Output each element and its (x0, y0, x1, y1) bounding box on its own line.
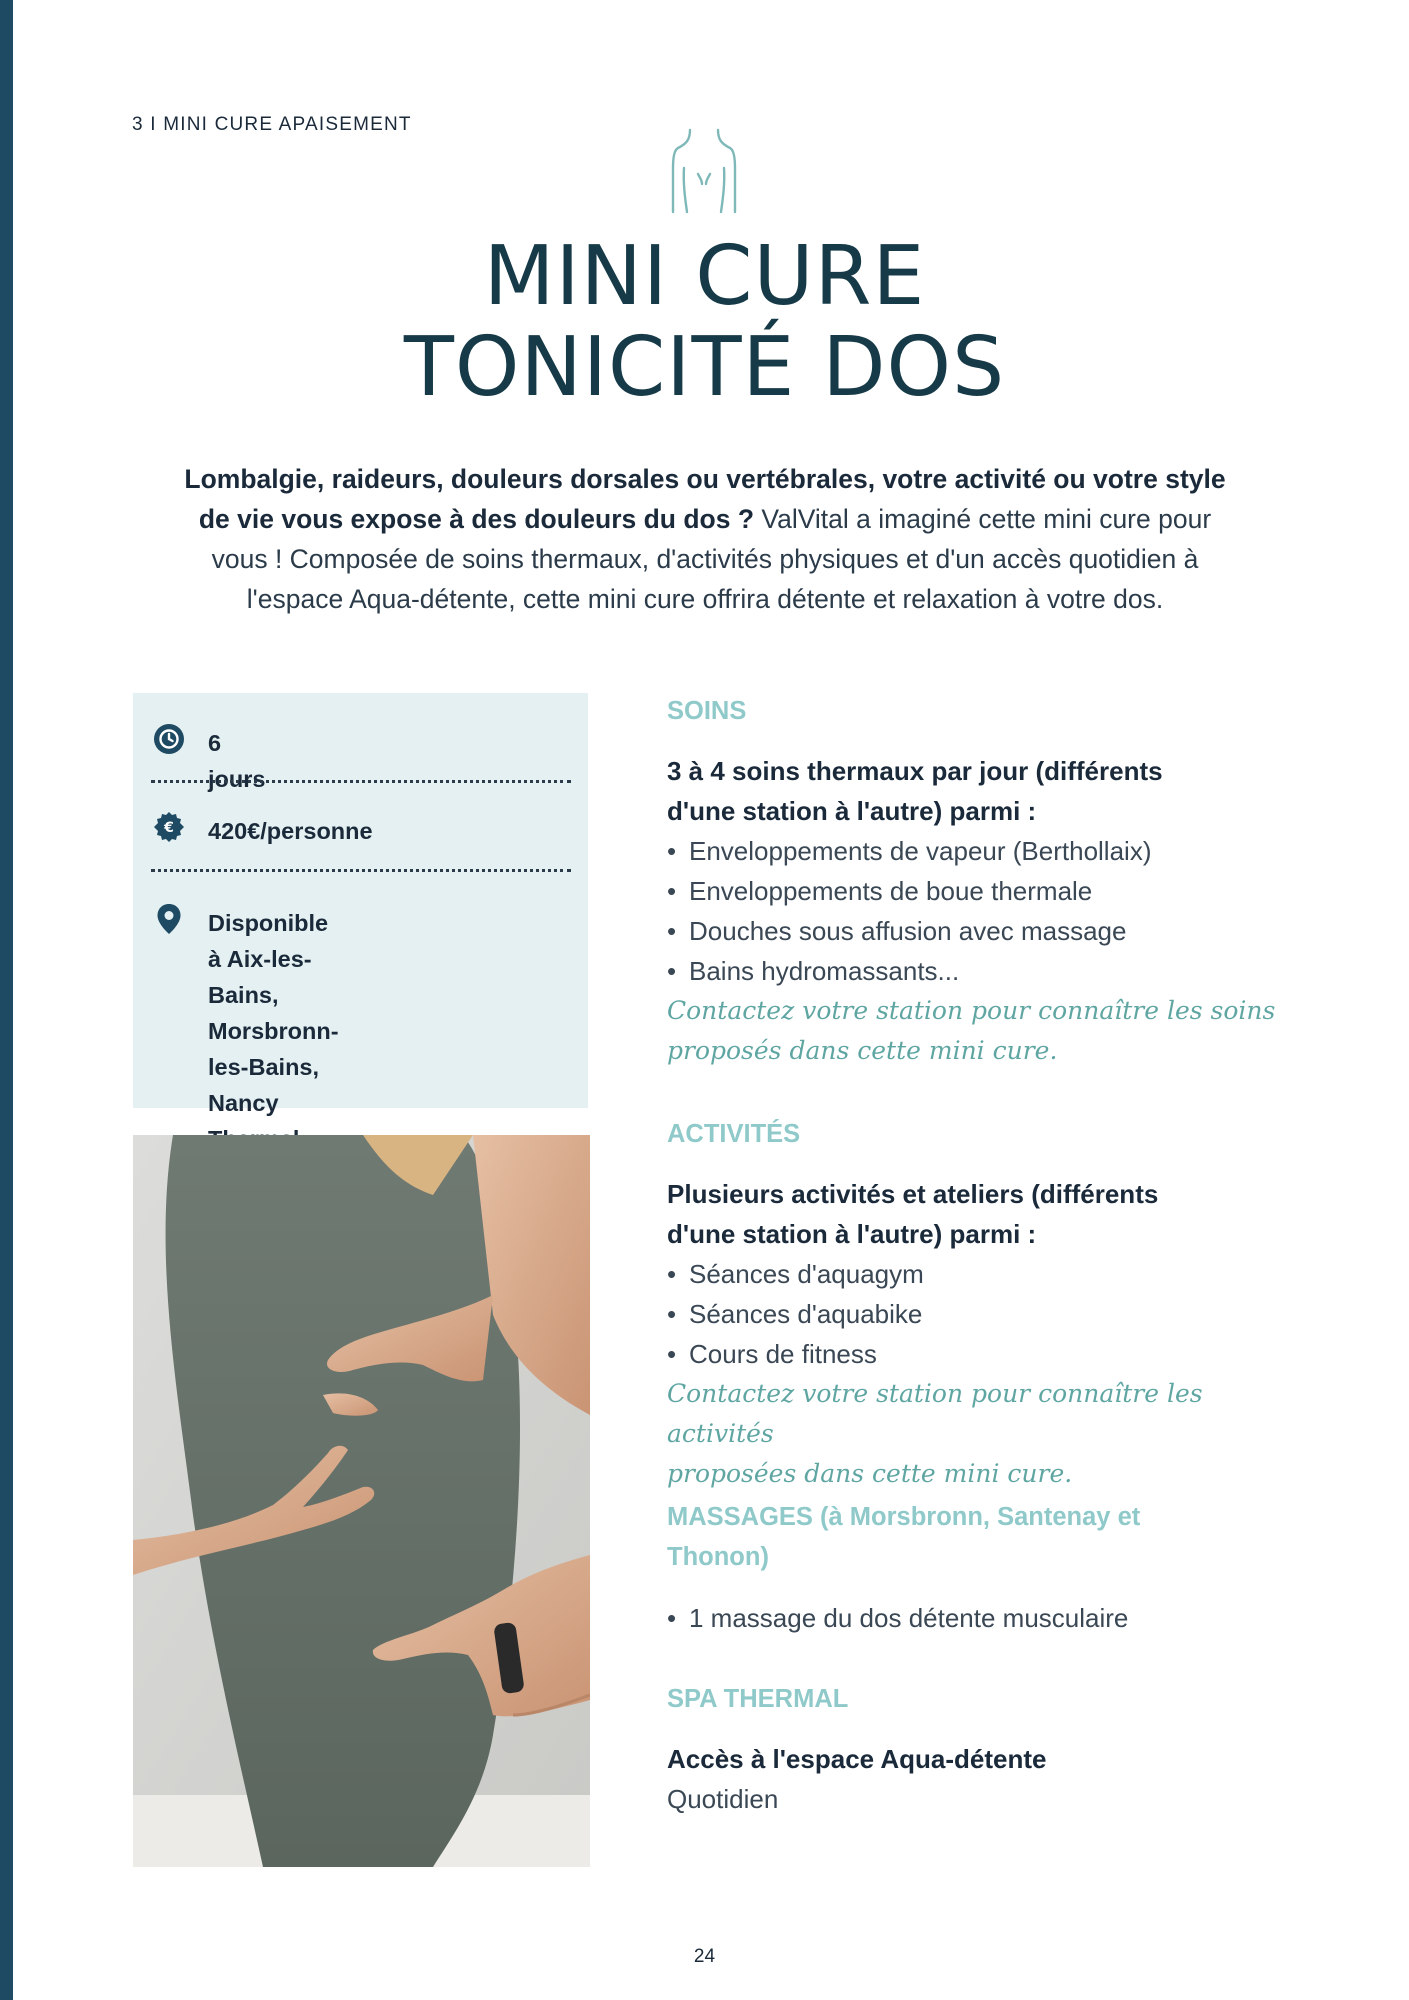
section-title-line: MASSAGES (à Morsbronn, Santenay et (667, 1503, 1141, 1531)
list-item-text: Bains hydromassants... (689, 956, 960, 986)
list-item-text: Séances d'aquagym (689, 1259, 924, 1289)
list-item: • Séances d'aquagym (667, 1259, 924, 1289)
back-silhouette-icon (670, 128, 738, 214)
list-item: • Enveloppements de vapeur (Berthollaix) (667, 836, 1152, 866)
soins-content (667, 751, 1307, 1071)
section-title-line: Thonon) (667, 1543, 769, 1571)
availability-line: Nancy (208, 1090, 279, 1116)
list-item: • Enveloppements de boue thermale (667, 876, 1093, 906)
list-item-text: Séances d'aquabike (689, 1299, 923, 1329)
soins-lead-line: d'une station à l'autre) parmi : (667, 796, 1037, 826)
list-item-text: Cours de fitness (689, 1339, 877, 1369)
page-title-line1: MINI CURE (483, 229, 926, 324)
activites-content (667, 1174, 1307, 1494)
intro-bold-text: Lombalgie, raideurs, douleurs dorsales ou vertébrales, votre activité ou votre style de vie vous expose à des douleurs du dos ? (184, 464, 1226, 534)
page-number: 24 (693, 1946, 716, 1967)
activites-lead-line: d'une station à l'autre) parmi : (667, 1219, 1037, 1249)
massages-content (667, 1598, 1307, 1638)
list-item: • Bains hydromassants... (667, 956, 960, 986)
spa-detail: Quotidien (667, 1784, 779, 1814)
list-item-text: Enveloppements de vapeur (Berthollaix) (689, 836, 1152, 866)
list-item: • 1 massage du dos détente musculaire (667, 1603, 1129, 1633)
availability-line: Morsbronn-les-Bains, (208, 1018, 339, 1080)
info-divider (151, 869, 571, 872)
location-pin-icon (153, 903, 185, 935)
section-header-label: 3 I MINI CURE APAISEMENT (132, 114, 412, 135)
spa-lead: Accès à l'espace Aqua-détente (667, 1744, 1047, 1774)
soins-lead-line: 3 à 4 soins thermaux par jour (différents (667, 756, 1163, 786)
availability-line: Disponible à Aix-les-Bains, (208, 910, 329, 1008)
list-item: • Cours de fitness (667, 1339, 877, 1369)
list-item-text: Enveloppements de boue thermale (689, 876, 1093, 906)
section-title: SOINS (667, 697, 747, 725)
euro-badge-icon (153, 811, 185, 843)
intro-regular-text: ValVital a imaginé cette mini cure pour vous ! Composée de soins thermaux, d'activités physiques et d'un accès quotidien à l'espace Aqua-détente, cette mini cure offrira détente et relaxation à votre dos. (211, 504, 1212, 614)
spa-content (667, 1739, 1307, 1819)
section-spa (667, 1679, 1307, 1719)
soins-note-line: Contactez votre station pour connaître les soins (667, 996, 1276, 1025)
section-title: ACTIVITÉS (667, 1120, 801, 1148)
info-box (133, 693, 588, 1116)
section-activites (667, 1114, 1307, 1154)
back-massage-photo (133, 1135, 590, 1867)
section-massages (667, 1497, 1307, 1577)
duration-text: 6 jours (208, 730, 266, 792)
section-soins (667, 691, 1307, 731)
price-text: 420€/personne (208, 818, 373, 844)
list-item: • Séances d'aquabike (667, 1299, 923, 1329)
page-title-line2: TONICITÉ DOS (403, 320, 1006, 415)
activites-lead-line: Plusieurs activités et ateliers (différents (667, 1179, 1159, 1209)
info-divider (151, 780, 571, 783)
activites-note-line: Contactez votre station pour connaître les activités (667, 1379, 1203, 1448)
clock-icon (153, 723, 185, 755)
activites-note-line: proposées dans cette mini cure. (667, 1459, 1073, 1488)
soins-note-line: proposés dans cette mini cure. (667, 1036, 1058, 1065)
list-item: • Douches sous affusion avec massage (667, 916, 1127, 946)
list-item-text: 1 massage du dos détente musculaire (689, 1603, 1129, 1633)
section-title: SPA THERMAL (667, 1685, 849, 1713)
list-item-text: Douches sous affusion avec massage (689, 916, 1127, 946)
intro-paragraph (170, 459, 1240, 619)
svg-text:€: € (164, 820, 174, 836)
